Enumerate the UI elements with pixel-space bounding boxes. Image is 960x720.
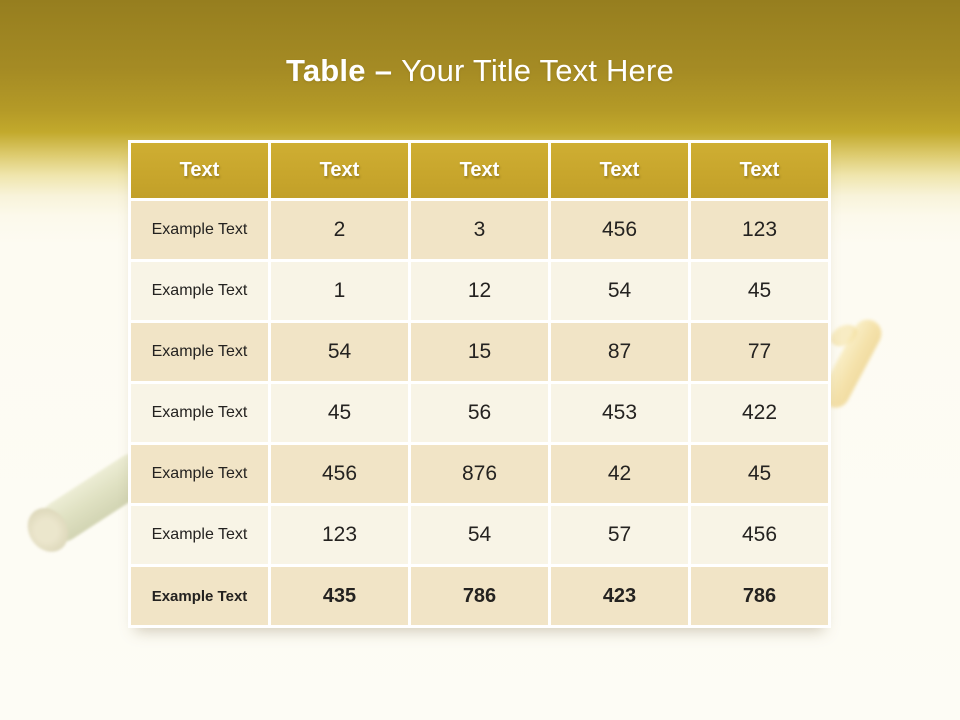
header-cell: Text bbox=[691, 143, 828, 198]
table-row bbox=[131, 262, 828, 320]
header-row bbox=[131, 143, 828, 198]
value-cell: 42 bbox=[551, 445, 688, 503]
slide-title-separator: – bbox=[374, 53, 393, 88]
row-label-cell: Example Text bbox=[131, 567, 268, 625]
slide-title-subtitle: Your Title Text Here bbox=[401, 53, 674, 88]
value-cell: 54 bbox=[271, 323, 408, 381]
value-cell: 57 bbox=[551, 506, 688, 564]
value-cell: 453 bbox=[551, 384, 688, 442]
header-cell: Text bbox=[131, 143, 268, 198]
value-cell: 1 bbox=[271, 262, 408, 320]
value-cell: 12 bbox=[411, 262, 548, 320]
row-label-cell: Example Text bbox=[131, 323, 268, 381]
value-cell: 77 bbox=[691, 323, 828, 381]
header-cell: Text bbox=[551, 143, 688, 198]
value-cell: 423 bbox=[551, 567, 688, 625]
value-cell: 123 bbox=[691, 201, 828, 259]
value-cell: 786 bbox=[411, 567, 548, 625]
table-row bbox=[131, 445, 828, 503]
row-label-cell: Example Text bbox=[131, 445, 268, 503]
value-cell: 54 bbox=[411, 506, 548, 564]
value-cell: 123 bbox=[271, 506, 408, 564]
table-row bbox=[131, 384, 828, 442]
value-cell: 87 bbox=[551, 323, 688, 381]
table-header bbox=[131, 143, 828, 198]
value-cell: 435 bbox=[271, 567, 408, 625]
value-cell: 2 bbox=[271, 201, 408, 259]
value-cell: 422 bbox=[691, 384, 828, 442]
value-cell: 54 bbox=[551, 262, 688, 320]
table-body bbox=[131, 201, 828, 625]
value-cell: 3 bbox=[411, 201, 548, 259]
slide-title bbox=[0, 52, 960, 89]
row-label-cell: Example Text bbox=[131, 506, 268, 564]
value-cell: 56 bbox=[411, 384, 548, 442]
row-label-cell: Example Text bbox=[131, 384, 268, 442]
value-cell: 876 bbox=[411, 445, 548, 503]
table-row bbox=[131, 506, 828, 564]
data-table bbox=[128, 140, 831, 628]
value-cell: 45 bbox=[691, 445, 828, 503]
value-cell: 45 bbox=[271, 384, 408, 442]
row-label-cell: Example Text bbox=[131, 262, 268, 320]
table-row bbox=[131, 323, 828, 381]
table-row bbox=[131, 201, 828, 259]
value-cell: 456 bbox=[551, 201, 688, 259]
slide-title-keyword: Table bbox=[286, 53, 366, 88]
value-cell: 456 bbox=[691, 506, 828, 564]
header-cell: Text bbox=[271, 143, 408, 198]
value-cell: 786 bbox=[691, 567, 828, 625]
table-row-bold bbox=[131, 567, 828, 625]
header-cell: Text bbox=[411, 143, 548, 198]
value-cell: 15 bbox=[411, 323, 548, 381]
row-label-cell: Example Text bbox=[131, 201, 268, 259]
value-cell: 45 bbox=[691, 262, 828, 320]
value-cell: 456 bbox=[271, 445, 408, 503]
